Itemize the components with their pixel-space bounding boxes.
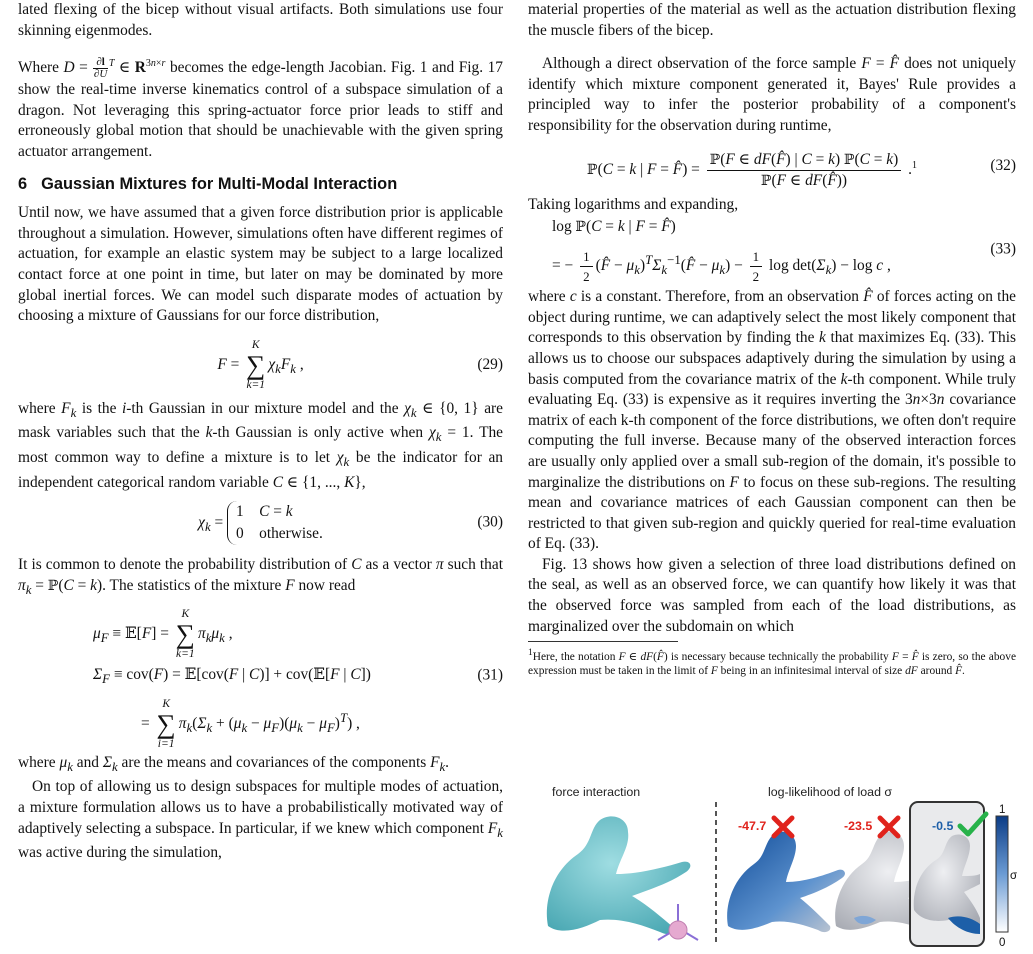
footnote-rule — [528, 641, 678, 642]
label-force-interaction: force interaction — [552, 785, 641, 799]
colorbar-top-label: 1 — [999, 804, 1006, 816]
equation-number: (30) — [477, 514, 503, 532]
equation-30: $\chi_k$ = 1 C = k 0 otherwise. (30) — [18, 497, 503, 549]
paragraph-carryover: lated flexing of the bicep without visual artifacts. Both simulations use four skinning eigenmodes. — [18, 1, 503, 39]
equation-31: $\mu_F$ ≡ 𝔼[F] = K ∑ k=1 $\pi_k\mu_k$ , $\Sigma_F \equiv cov(F)$ = 𝔼[cov(F | C)] + cov(𝔼[F | C]) = K ∑ i=1 $\pi_k(\Sigma_k + (\mu_k - \mu_F)(\mu_k - \mu_F)^T)$ , (31) — [93, 608, 503, 751]
section-heading: 6 Gaussian Mixtures for Multi-Modal Interaction — [18, 174, 398, 193]
left-column — [18, 0, 503, 864]
equation-number: (29) — [477, 355, 503, 373]
equation-number: (33) — [990, 240, 1016, 258]
paragraph-bayes: Although a direct observation of the force sample F = F̂ does not uniquely identify which mixture component generated it, Bayes' Rule provides a principled way to infer the posterior probability of a component's responsibility for the observation during runtime, — [528, 55, 1016, 134]
colorbar-symbol: σ — [1010, 870, 1018, 882]
figure-illustration — [528, 778, 1016, 951]
paragraph-adaptive: On top of allowing us to design subspaces for multiple modes of actuation, a mixture formulation allows us to have a probabilistically motivated way of adaptively selecting a subspace. In particular, if we knew which component $F_k$ was active during the simulation, — [18, 778, 503, 862]
equation-32: ℙ(C = k | F = F̂) = $\frac{\text{ℙ(F ∈ dF(F̂) | C = k) ℙ(C = k)}}{\text{ℙ(F ∈ dF(F̂))}}$ .$^1$ (32) — [528, 141, 1016, 191]
score-load-1: -47.7 — [738, 819, 767, 833]
label-log-likelihood: log-likelihood of load σ — [768, 785, 893, 799]
paragraph-mask-variables: where $F_k$ is the i-th Gaussian in our mixture model and the $\chi_k$ ∈ {0, 1} are mask variables such that the k-th Gaussian is only active when $\chi_k = 1$. The most common way to define a mixture is to let $\chi_k$ be the indicator for an independent categorical random variable C ∈ {1, ..., K}, — [18, 399, 503, 491]
score-load-3: -0.5 — [932, 819, 954, 833]
paragraph-logarithms: Taking logarithms and expanding, — [528, 195, 739, 213]
seal-load-1 — [727, 832, 845, 932]
paragraph-fig13: Fig. 13 shows how given a selection of three load distributions defined on the seal, as well as an observed force, we can quantify how likely it was that the observed force was sampled from each of the load distributions, as marginalized over the subdomain on which — [528, 555, 1016, 635]
paragraph-components: where $\mu_k$ and $\Sigma_k$ are the means and covariances of the components $F_k$. — [18, 753, 450, 774]
paragraph-statistics: It is common to denote the probability distribution of C as a vector π such that $\pi_k$ = ℙ(C = k). The statistics of the mixture F now read — [18, 556, 503, 598]
colorbar-bottom-label: 0 — [999, 937, 1006, 949]
footnote: $^1$Here, the notation F ∈ dF(F̂) is necessary because technically the probability F = F̂ is zero, so the above expression must be taken in the limit of F being in an infinitesimal interval of size dF around F̂. — [528, 648, 1016, 678]
figure-13 — [528, 778, 1016, 951]
paragraph-mixture-intro: Until now, we have assumed that a given force distribution prior is applicable throughout a simulation. However, simulations often have different regimes of actuation, for example an elastic system may be subject to a large localized contact force at one point in time, but later on may be dominated by more global inertial forces. We can model such disparate modes of actuation by choosing a mixture of Gaussians for our force distribution, — [18, 204, 503, 325]
equation-number: (32) — [990, 156, 1016, 174]
equation-number: (31) — [477, 666, 503, 684]
paragraph-jacobian: Where D = $\frac{\partial l}{\partial U}$ $^T$ ∈ $R^{3n\times r}$ becomes the edge-length Jacobian. Fig. 1 and Fig. 17 show the real-time inverse kinematics control of a subspace simulation of a dragon. Not leveraging this spring-actuator force prior leads to stiff and erroneously global motion that should be unachievable with the given spring actuator arrangement. — [18, 56, 503, 161]
right-column — [528, 0, 1016, 678]
paragraph-carryover-right: material properties of the material as well as the actuation distribution flexing the muscle fibers of the bicep. — [528, 1, 1016, 39]
equation-33: log ℙ(C = k | F = F̂) = − $\frac{1}{2}$ (F̂ − $\mu_k)^T\Sigma_k^{-1}(F̂ - \mu_k)$ − $\frac{1}{2}$ $\log \det(\Sigma_k) - \log c$ , (33) — [552, 218, 1016, 285]
score-load-2: -23.5 — [844, 819, 873, 833]
colorbar — [996, 816, 1008, 932]
paragraph-runtime: where c is a constant. Therefore, from an observation F̂ of forces acting on the object during runtime, we can adaptively select the most likely component that corresponds to this observation by finding the k that maximizes Eq. (33). This allows us to choose our subspaces adaptively during the simulation by using a basis computed from the covariance matrix of the k-th component. While truly evaluating Eq. (33) is expensive as it requires inverting the 3n×3n covariance matrix of each k-th component of the force distributions, we often don't require computing the full inverse. Because many of the observed interaction forces are usually only applied over a small sub-region of the domain, it's possible to marginalize the distributions on F to focus on these sub-regions. The resulting mean and covariance matrices of each Gaussian component can then be restricted to that given sub-region and quickly queried for real-time evaluation of Eq. (33). — [528, 288, 1016, 553]
equation-29: F = K ∑ k=1 $\chi_kF_k$ , (29) — [18, 335, 503, 395]
seal-force-interaction — [547, 816, 698, 940]
